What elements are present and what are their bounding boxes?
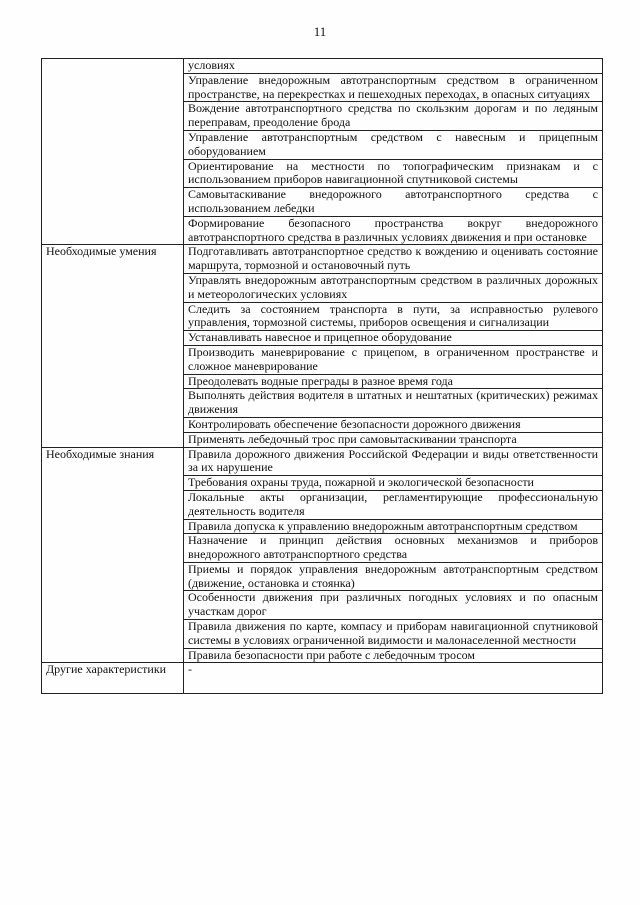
table-cell: Правила безопасности при работе с лебедочным тросом: [184, 648, 603, 663]
table-cell: Особенности движения при различных погодных условиях и по опасным участкам дорог: [184, 591, 603, 620]
table-cell: Управление автотранспортным средством с навесным и прицепным оборудованием: [184, 130, 603, 159]
knowledge-label: Необходимые знания: [42, 447, 184, 663]
table-cell: Правила дорожного движения Российской Федерации и виды ответственности за их нарушение: [184, 447, 603, 476]
table-cell: Требования охраны труда, пожарной и экологической безопасности: [184, 476, 603, 491]
skills-label: Необходимые умения: [42, 245, 184, 447]
table-cell: Формирование безопасного пространства вокруг внедорожного автотранспортного средства в различных условиях движения и при остановке: [184, 216, 603, 245]
table-cell: Устанавливать навесное и прицепное оборудование: [184, 331, 603, 346]
characteristics-table: [41, 58, 603, 694]
table-cell: Назначение и принцип действия основных механизмов и приборов внедорожного автотранспортного средства: [184, 534, 603, 563]
table-cell: Приемы и порядок управления внедорожным автотранспортным средством (движение, остановка и стоянка): [184, 562, 603, 591]
table-cell: Управление внедорожным автотранспортным средством в ограниченном пространстве, на перекрестках и пешеходных переходах, в опасных ситуациях: [184, 73, 603, 102]
table-cell: Ориентирование на местности по топографическим признакам и с использованием приборов навигационной спутниковой системы: [184, 159, 603, 188]
table-cell: условиях: [184, 59, 603, 74]
table-row: [42, 447, 603, 476]
table-row: [42, 245, 603, 274]
table-row: [42, 663, 603, 694]
other-label: Другие характеристики: [42, 663, 184, 694]
table-cell: Подготавливать автотранспортное средство к вождению и оценивать состояние маршрута, тормозной и остановочный путь: [184, 245, 603, 274]
table-cell: Следить за состоянием транспорта в пути, за исправностью рулевого управления, тормозной системы, приборов освещения и сигнализации: [184, 302, 603, 331]
table-row: [42, 59, 603, 74]
table-cell: -: [184, 663, 603, 694]
table-cell: Управлять внедорожным автотранспортным средством в различных дорожных и метеорологических условиях: [184, 273, 603, 302]
table-cell: Производить маневрирование с прицепом, в ограниченном пространстве и сложное маневрирование: [184, 345, 603, 374]
table-cell: Самовытаскивание внедорожного автотранспортного средства с использованием лебедки: [184, 188, 603, 217]
table-cell: Правила допуска к управлению внедорожным автотранспортным средством: [184, 519, 603, 534]
table-cell: Контролировать обеспечение безопасности дорожного движения: [184, 417, 603, 432]
table-cell: Выполнять действия водителя в штатных и нештатных (критических) режимах движения: [184, 389, 603, 418]
table-cell: Локальные акты организации, регламентирующие профессиональную деятельность водителя: [184, 490, 603, 519]
table-cell: Преодолевать водные преграды в разное время года: [184, 374, 603, 389]
empty-label-cell: [42, 59, 184, 245]
table-cell: Правила движения по карте, компасу и приборам навигационной спутниковой системы в условиях ограниченной видимости и малонаселенной местности: [184, 620, 603, 649]
table-cell: Применять лебедочный трос при самовытаскивании транспорта: [184, 432, 603, 447]
table-cell: Вождение автотранспортного средства по скользким дорогам и по ледяным переправам, преодоление брода: [184, 102, 603, 131]
page-number: 11: [313, 24, 327, 39]
